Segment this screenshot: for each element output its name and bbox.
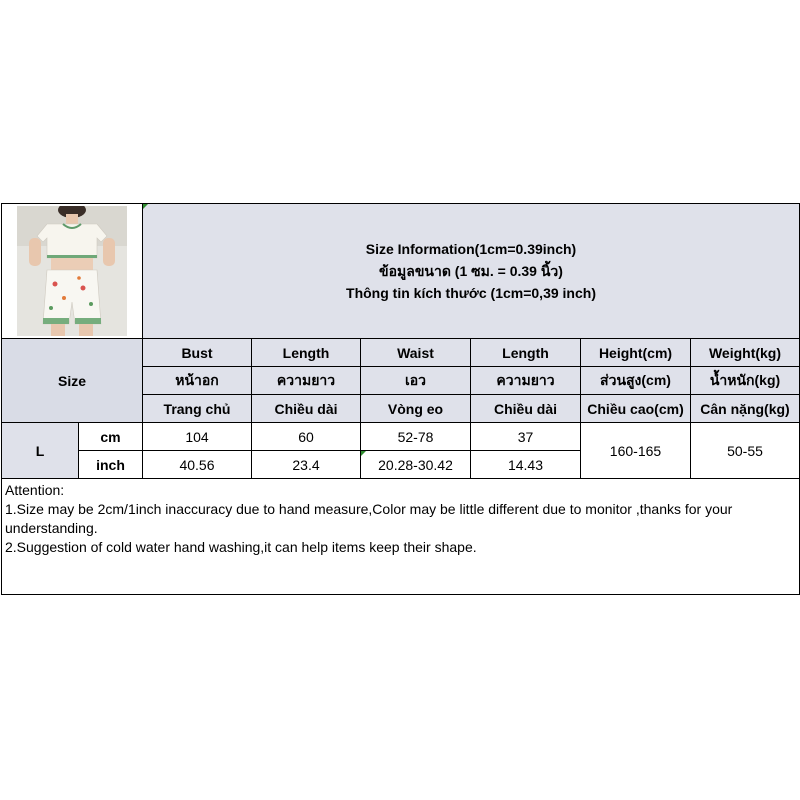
size-label: Size [2,339,143,423]
attention-notes [2,479,800,595]
length2-cm: 37 [471,423,581,451]
size-value-l: L [2,423,79,479]
col-length2-th: ความยาว [471,367,581,395]
col-height-en: Height(cm) [581,339,691,367]
size-information-title [143,204,800,339]
col-bust-en: Bust [143,339,252,367]
attention-title: Attention: [5,482,65,498]
col-bust-th: หน้าอก [143,367,252,395]
col-length2-en: Length [471,339,581,367]
waist-inch-text: 20.28-30.42 [378,456,453,473]
col-length-th: ความยาว [252,367,361,395]
bust-inch: 40.56 [143,451,252,479]
col-waist-th: เอว [361,367,471,395]
weight-value: 50-55 [691,423,800,479]
length-inch: 23.4 [252,451,361,479]
col-height-th: ส่วนสูง(cm) [581,367,691,395]
size-chart-table [1,203,800,595]
col-length-en: Length [252,339,361,367]
length2-inch: 14.43 [471,451,581,479]
col-weight-vi: Cân nặng(kg) [691,395,800,423]
title-vietnamese: Thông tin kích thước (1cm=0,39 inch) [346,285,596,301]
title-english: Size Information(1cm=0.39inch) [365,241,577,257]
col-length-vi: Chiều dài [252,395,361,423]
cell-marker-icon [143,204,148,209]
length-cm: 60 [252,423,361,451]
col-length2-vi: Chiều dài [471,395,581,423]
unit-cm: cm [79,423,143,451]
title-thai: ข้อมูลขนาด (1 ซม. = 0.39 นิ้ว) [379,263,563,279]
cell-marker-icon [361,451,366,456]
waist-inch [361,451,471,479]
waist-cm: 52-78 [361,423,471,451]
col-waist-vi: Vòng eo [361,395,471,423]
unit-inch: inch [79,451,143,479]
col-height-vi: Chiều cao(cm) [581,395,691,423]
col-weight-en: Weight(kg) [691,339,800,367]
height-value: 160-165 [581,423,691,479]
col-weight-th: น้ำหนัก(kg) [691,367,800,395]
product-photo-icon [17,206,127,336]
col-bust-vi: Trang chủ [143,395,252,423]
bust-cm: 104 [143,423,252,451]
product-photo-cell [2,204,143,339]
product-photo [17,206,127,336]
attention-line-1: 1.Size may be 2cm/1inch inaccuracy due to hand measure,Color may be little different due to monitor ,thanks for your understanding. [5,501,733,536]
col-waist-en: Waist [361,339,471,367]
attention-line-2: 2.Suggestion of cold water hand washing,it can help items keep their shape. [5,539,477,555]
